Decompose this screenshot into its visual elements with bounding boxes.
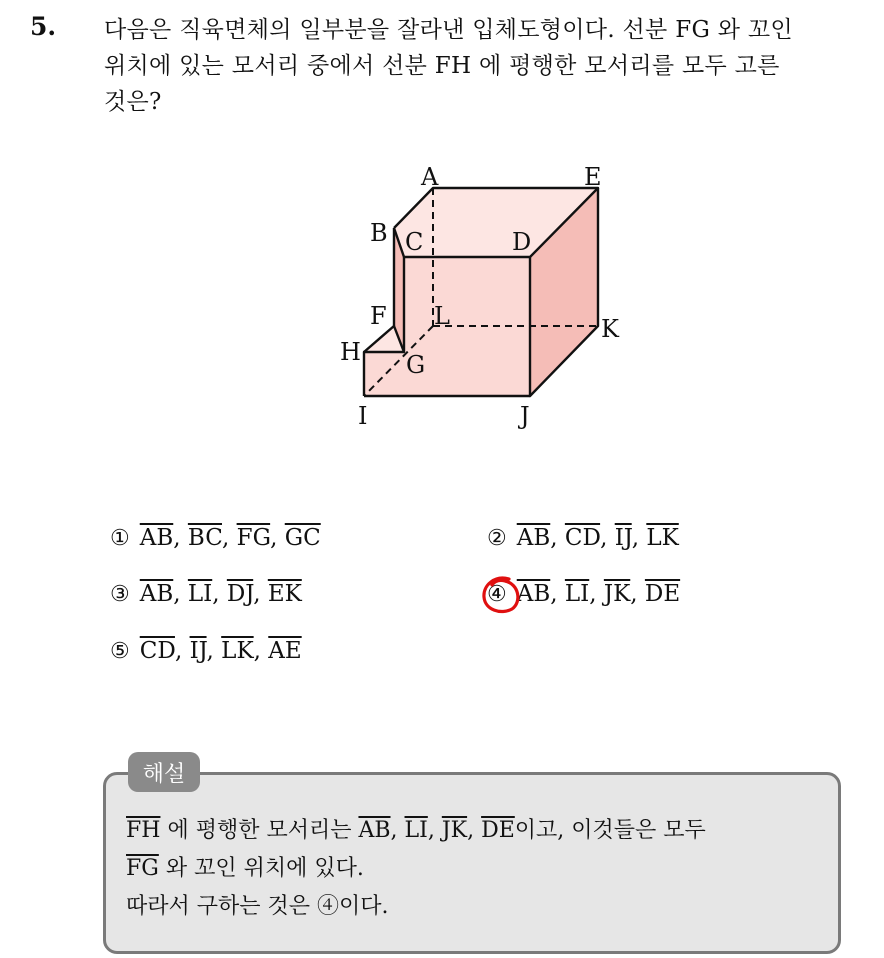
choice-number: ③ (110, 581, 130, 607)
segment: $\overline{IJ}$ (614, 525, 632, 551)
segment: $\overline{JK}$ (603, 581, 631, 607)
choice-1[interactable]: ① $\overline{AB}$, $\overline{BC}$, $\overline{FG}$, $\overline{GC}$ (110, 525, 321, 551)
solution-text (126, 812, 826, 926)
segment: $\overline{BC}$ (187, 525, 222, 551)
segment: $\overline{LI}$ (404, 818, 428, 843)
label-K: K (601, 315, 619, 343)
segment: $\overline{EK}$ (267, 581, 302, 607)
segment: $\overline{FG}$ (236, 525, 271, 551)
label-F: F (370, 302, 387, 330)
choice-3[interactable]: ③ $\overline{AB}$, $\overline{LI}$, $\overline{DJ}$, $\overline{EK}$ (110, 581, 302, 607)
choice-number: ② (487, 525, 507, 551)
label-H: H (340, 338, 361, 366)
segment: $\overline{LI}$ (564, 581, 590, 607)
segment: $\overline{AB}$ (516, 525, 551, 551)
question-line-2: 위치에 있는 모서리 중에서 선분 FH 에 평행한 모서리를 모두 고른 (104, 53, 780, 79)
solution-line-3: 따라서 구하는 것은 ④이다. (126, 894, 389, 919)
solution-text-part: 이고, 이것들은 모두 (514, 818, 706, 843)
choice-number: ① (110, 525, 130, 551)
cuboid-figure (320, 155, 640, 445)
segment: $\overline{LI}$ (187, 581, 213, 607)
choice-number: ⑤ (110, 638, 130, 664)
segment: $\overline{DE}$ (644, 581, 681, 607)
label-C: C (405, 228, 424, 256)
segment: $\overline{IJ}$ (189, 638, 207, 664)
segment: $\overline{FG}$ (126, 856, 159, 881)
segment: $\overline{AB}$ (358, 818, 391, 843)
segment: $\overline{AB}$ (516, 581, 551, 607)
solution-text-part: 와 꼬인 위치에 있다. (158, 856, 364, 881)
segment: $\overline{LK}$ (221, 638, 254, 664)
label-B: B (370, 219, 388, 247)
solution-label: 해설 (128, 752, 200, 792)
segment: $\overline{DJ}$ (226, 581, 254, 607)
choice-4[interactable]: ④ $\overline{AB}$, $\overline{LI}$, $\overline{JK}$, $\overline{DE}$ (487, 581, 681, 607)
segment: $\overline{LK}$ (646, 525, 679, 551)
label-L: L (434, 302, 450, 330)
choice-2[interactable]: ② $\overline{AB}$, $\overline{CD}$, $\overline{IJ}$, $\overline{LK}$ (487, 525, 679, 551)
segment: $\overline{AB}$ (139, 525, 174, 551)
choice-5[interactable]: ⑤ $\overline{CD}$, $\overline{IJ}$, $\overline{LK}$, $\overline{AE}$ (110, 638, 302, 664)
segment: $\overline{DE}$ (481, 818, 515, 843)
segment: $\overline{AE}$ (268, 638, 302, 664)
question-line-1: 다음은 직육면체의 일부분을 잘라낸 입체도형이다. 선분 FG 와 꼬인 (104, 17, 793, 43)
label-D: D (512, 228, 532, 256)
label-A: A (421, 163, 439, 191)
label-I: I (358, 402, 368, 430)
choice-number: ④ (487, 581, 507, 607)
question-number: 5. (30, 12, 57, 41)
label-G: G (406, 351, 426, 379)
solution-line-1: $\overline{FH}$ 에 평행한 모서리는 $\overline{AB}$, $\overline{LI}$, $\overline{JK}$, $\overline{DE}$이고, 이것들은 모두 (126, 818, 706, 843)
solution-line-2 (126, 850, 826, 888)
segment: $\overline{AB}$ (139, 581, 174, 607)
segment: $\overline{CD}$ (139, 638, 175, 664)
label-J: J (520, 402, 530, 430)
segment: $\overline{JK}$ (441, 818, 468, 843)
segment: $\overline{CD}$ (564, 525, 601, 551)
solution-text-part: 에 평행한 모서리는 (160, 818, 359, 843)
question-line-3: 것은? (104, 89, 162, 115)
segment: $\overline{GC}$ (284, 525, 321, 551)
segment: $\overline{FH}$ (126, 818, 161, 843)
label-E: E (584, 163, 602, 191)
question-text (104, 12, 864, 120)
